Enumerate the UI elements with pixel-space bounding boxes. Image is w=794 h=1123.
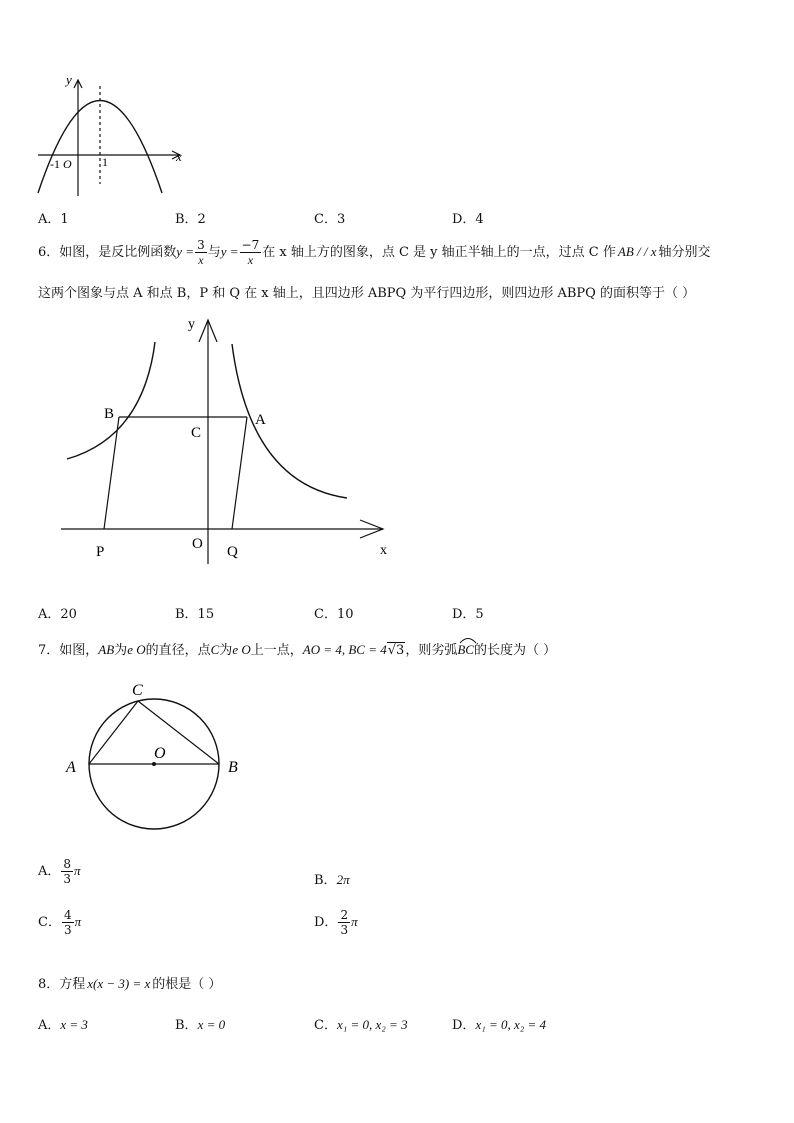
q7-circle-o-1: e O <box>127 642 146 657</box>
q7-label-c: C <box>132 682 143 699</box>
q6-option-c[interactable]: C．10 <box>314 607 354 622</box>
q6-f1-fraction: $\frac{3}{x}$ <box>197 238 205 267</box>
q8-equation: x(x − 3) = x <box>87 976 151 991</box>
q5-y-label: y <box>66 72 72 87</box>
q7-t3: 为 <box>219 643 233 658</box>
q7-label-b: B <box>228 759 238 776</box>
q8-option-c[interactable]: C．x₁ = 0, x₂ = 3 <box>314 1017 408 1033</box>
q8-option-b[interactable]: B．x = 0 <box>175 1017 226 1033</box>
q7-point-c: C <box>210 642 220 657</box>
q6-segment-aq <box>232 417 247 529</box>
q6-end: 轴分别交 <box>658 245 711 260</box>
q7-t5: ，则劣弧 <box>405 643 458 658</box>
q6-f2-fraction: $\frac{-7}{x}$ <box>241 238 260 267</box>
q8-option-d[interactable]: D．x₁ = 0, x₂ = 4 <box>452 1017 547 1033</box>
q6-point-c: C <box>191 425 202 441</box>
q6-hyperbola-figure <box>55 312 400 577</box>
q6-point-a: A <box>255 412 266 428</box>
q8-stem <box>38 973 221 992</box>
q6-f2-lhs: y = <box>220 244 239 259</box>
q7-t6: 的长度为（ ） <box>473 643 557 658</box>
q5-option-c[interactable]: C．3 <box>314 212 346 227</box>
q6-origin: O <box>192 536 203 552</box>
q6-right-hyperbola <box>232 344 347 498</box>
q6-parallel: AB / / x <box>617 244 657 259</box>
q5-tick-1: 1 <box>102 155 108 169</box>
q7-circle-figure <box>58 676 258 846</box>
q7-t2: 的直径，点 <box>145 643 211 658</box>
q6-f1-lhs: y = <box>176 244 195 259</box>
q5-parabola-figure <box>30 68 200 200</box>
q7-t1: 为 <box>114 643 128 658</box>
q6-point-q: Q <box>227 544 238 560</box>
q6-connector: 与 <box>207 245 221 260</box>
q7-sqrt: √3 <box>387 643 405 658</box>
q7-label-a: A <box>66 759 76 776</box>
q6-point-b: B <box>104 406 115 422</box>
q7-option-c[interactable]: C． $\frac{4}{3}$ π <box>38 908 82 937</box>
q8-suffix: 的根是（ ） <box>152 977 222 992</box>
q7-center-dot <box>152 762 156 766</box>
q7-option-d[interactable]: D． $\frac{2}{3}$ π <box>314 908 358 937</box>
q6-x-label: x <box>380 543 387 558</box>
q6-option-b[interactable]: B．15 <box>175 607 215 622</box>
q6-left-hyperbola <box>67 342 155 459</box>
q5-option-b[interactable]: B．2 <box>175 212 206 227</box>
q6-y-label: y <box>188 317 195 332</box>
q7-option-a[interactable]: A． $\frac{8}{3}$ π <box>38 857 81 886</box>
q6-mid: 在 x 轴上方的图象，点 C 是 y 轴正半轴上的一点，过点 C 作 <box>262 245 616 260</box>
q7-option-b[interactable]: B．2π <box>314 872 350 888</box>
q8-prefix: 8．方程 <box>38 977 86 992</box>
q6-stem-line2: 这两个图象与点 A 和点 B，P 和 Q 在 x 轴上，且四边形 ABPQ 为平行四边形，则四边形 ABPQ 的面积等于（ ） <box>38 286 696 301</box>
q5-x-label: x <box>176 149 182 164</box>
q6-segment-bp <box>104 417 119 529</box>
q7-arc-bc: BC <box>457 638 474 657</box>
q6-prefix: 6．如图，是反比例函数 <box>38 245 177 260</box>
q6-stem-line1 <box>38 238 711 267</box>
q7-chord-bc <box>138 701 219 764</box>
q7-condition: AO = 4, BC = 4 <box>302 642 387 657</box>
q7-ab: AB <box>98 642 115 657</box>
q7-num: 7．如图， <box>38 643 99 658</box>
q7-t4: 上一点， <box>250 643 303 658</box>
q5-option-a[interactable]: A．1 <box>38 212 69 227</box>
q8-option-a[interactable]: A．x = 3 <box>38 1017 88 1033</box>
q7-stem <box>38 640 556 661</box>
q5-option-d[interactable]: D．4 <box>452 212 484 227</box>
q7-sqrt-value: 3 <box>396 643 405 658</box>
q7-circle-o-2: e O <box>232 642 251 657</box>
q6-option-d[interactable]: D．5 <box>452 607 484 622</box>
q6-point-p: P <box>96 544 105 560</box>
q5-tick-neg1: -1 <box>50 157 60 171</box>
q6-option-a[interactable]: A．20 <box>38 607 77 622</box>
q5-origin-label: O <box>63 157 72 171</box>
q7-label-o: O <box>154 745 166 762</box>
